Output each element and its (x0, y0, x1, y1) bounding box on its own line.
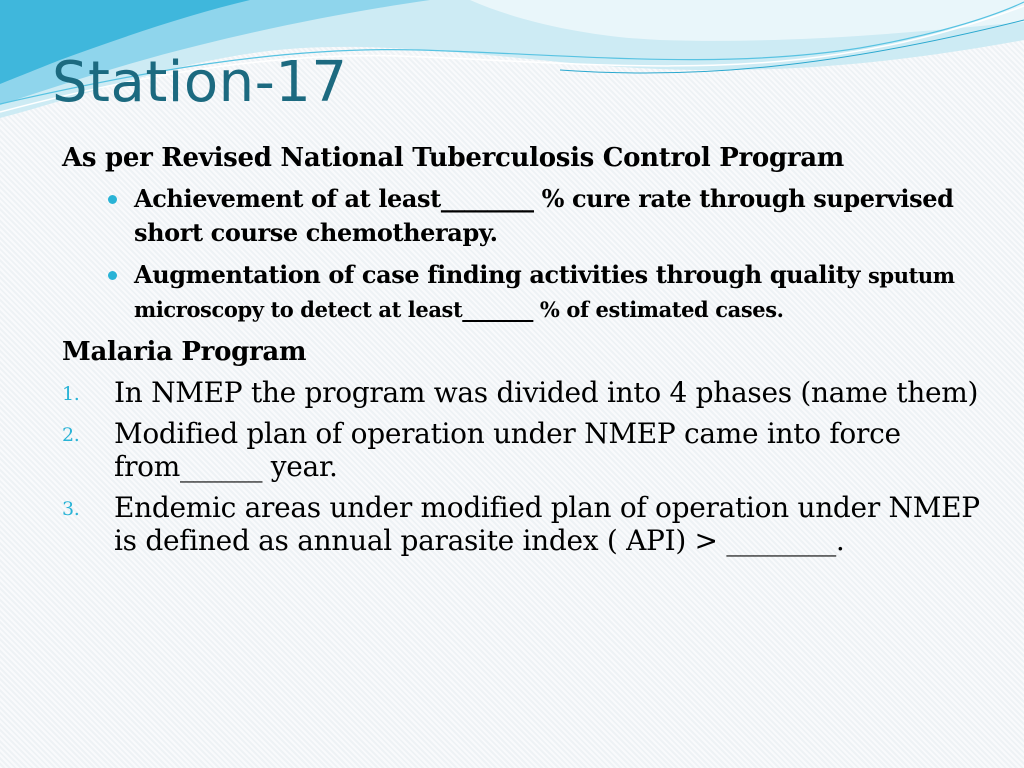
tb-bullet-text-line1: Augmentation of case finding activities through quality (134, 260, 861, 289)
malaria-list-item (62, 376, 982, 409)
list-number: 2. (62, 424, 80, 446)
list-number: 1. (62, 383, 80, 405)
malaria-list-item (62, 417, 982, 483)
tb-program-heading: As per Revised National Tuberculosis Control Program (62, 143, 844, 173)
tb-bullet-text-rest: sputum microscopy to detect at least_______ % of estimated cases. (134, 263, 955, 322)
malaria-item-text: In NMEP the program was divided into 4 phases (name them) (114, 376, 979, 409)
malaria-item-text: Modified plan of operation under NMEP came into force from______ year. (114, 417, 901, 483)
tb-bullet-text: Achievement of at least________ % cure rate through supervised short course chemotherapy. (134, 184, 954, 247)
malaria-program-heading: Malaria Program (62, 337, 307, 367)
malaria-item-text: Endemic areas under modified plan of operation under NMEP is defined as annual parasite index ( API) > ________. (114, 491, 980, 557)
tb-bullet-item (104, 182, 982, 250)
slide-content (62, 140, 982, 565)
tb-bullet-item (104, 258, 982, 326)
slide-title: Station-17 (52, 50, 348, 115)
malaria-numbered-list (62, 376, 982, 557)
malaria-list-item (62, 491, 982, 557)
bullet-dot-icon (108, 271, 117, 280)
tb-bullet-list (62, 182, 982, 326)
bullet-dot-icon (108, 195, 117, 204)
list-number: 3. (62, 498, 80, 520)
